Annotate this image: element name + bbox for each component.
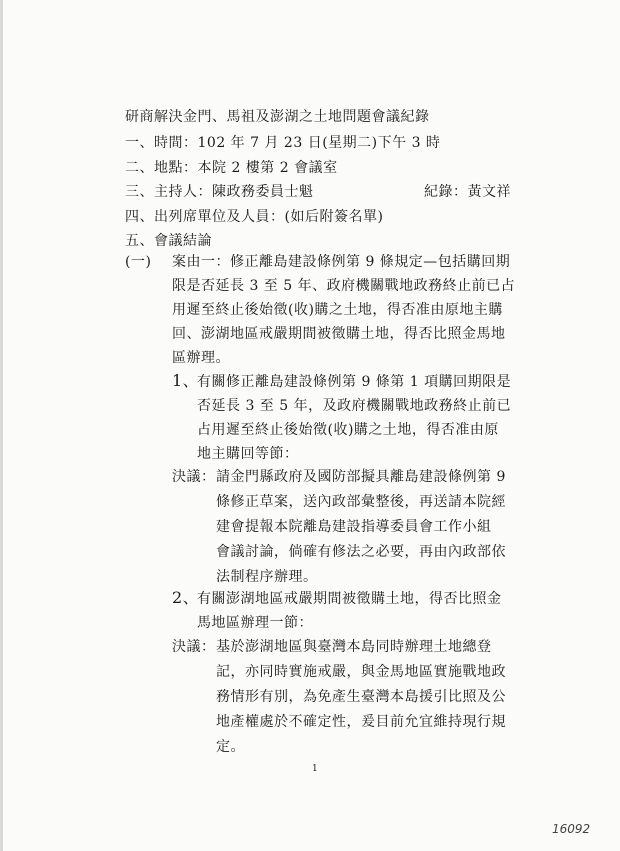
meeting-chair: 三、主持人：陳政務委員士魁 bbox=[125, 184, 314, 200]
item2-resolution-line: 務情形有別，為免產生臺灣本島援引比照及公 bbox=[216, 689, 506, 705]
case1-line: 回、澎湖地區戒嚴期間被徵購土地，得否比照金馬地 bbox=[172, 326, 506, 342]
item2-line: 有關澎湖地區戒嚴期間被徵購土地，得否比照金 bbox=[197, 591, 502, 607]
meeting-place: 二、地點：本院 2 樓第 2 會議室 bbox=[125, 160, 338, 176]
item1-line: 地主購回等節： bbox=[197, 446, 299, 462]
meeting-time: 一、時間：102 年 7 月 23 日(星期二)下午 3 時 bbox=[125, 135, 441, 151]
page-number: 1 bbox=[312, 764, 318, 774]
item1-line: 否延長 3 至 5 年，及政府機關戰地政務終止前已 bbox=[197, 398, 512, 414]
conclusion-heading: 五、會議結論 bbox=[125, 233, 212, 249]
case1-line: 用遲至終止後始徵(收)購之土地，得否准由原地主購 bbox=[172, 302, 503, 318]
item2-resolution-line: 記，亦同時實施戒嚴，與金馬地區實施戰地政 bbox=[216, 664, 506, 680]
item2-resolution-label: 決議： bbox=[172, 639, 216, 655]
case1-line: 限是否延長 3 至 5 年、政府機關戰地政務終止前已占 bbox=[172, 278, 516, 294]
scan-edge bbox=[0, 0, 3, 851]
item1-marker: 1、 bbox=[172, 371, 200, 390]
item1-resolution-label: 決議： bbox=[172, 469, 216, 485]
item2-resolution-line: 定。 bbox=[216, 739, 245, 755]
item1-resolution-line: 法制程序辦理。 bbox=[216, 569, 318, 585]
case1-marker: (一) bbox=[125, 254, 152, 270]
item1-resolution-line: 會議討論，倘確有修法之必要，再由內政部依 bbox=[216, 544, 506, 560]
item1-line: 有關修正離島建設條例第 9 條第 1 項購回期限是 bbox=[197, 374, 512, 390]
item1-resolution-line: 條修正草案，送內政部彙整後，再送請本院經 bbox=[216, 494, 506, 510]
item1-line: 占用遲至終止後始徵(收)購之土地，得否准由原 bbox=[197, 422, 499, 438]
document-title: 研商解決金門、馬祖及澎湖之土地問題會議紀錄 bbox=[125, 109, 430, 125]
case1-line: 案由一：修正離島建設條例第 9 條規定—包括購回期 bbox=[172, 254, 511, 270]
item2-resolution-line: 地產權處於不確定性，爰目前允宜維持現行規 bbox=[216, 714, 506, 730]
item2-line: 馬地區辦理一節： bbox=[197, 615, 313, 631]
item1-resolution-line: 建會提報本院離島建設指導委員會工作小組 bbox=[216, 519, 492, 535]
meeting-recorder: 紀錄：黃文祥 bbox=[424, 184, 511, 200]
meeting-attendees: 四、出列席單位及人員：(如后附簽名單) bbox=[125, 209, 384, 225]
item2-marker: 2、 bbox=[172, 588, 200, 607]
handwritten-note: 16092 bbox=[552, 822, 591, 836]
item2-resolution-line: 基於澎湖地區與臺灣本島同時辦理土地總登 bbox=[216, 639, 492, 655]
item1-resolution-line: 請金門縣政府及國防部擬具離島建設條例第 9 bbox=[216, 469, 506, 485]
case1-line: 區辦理。 bbox=[172, 350, 230, 366]
